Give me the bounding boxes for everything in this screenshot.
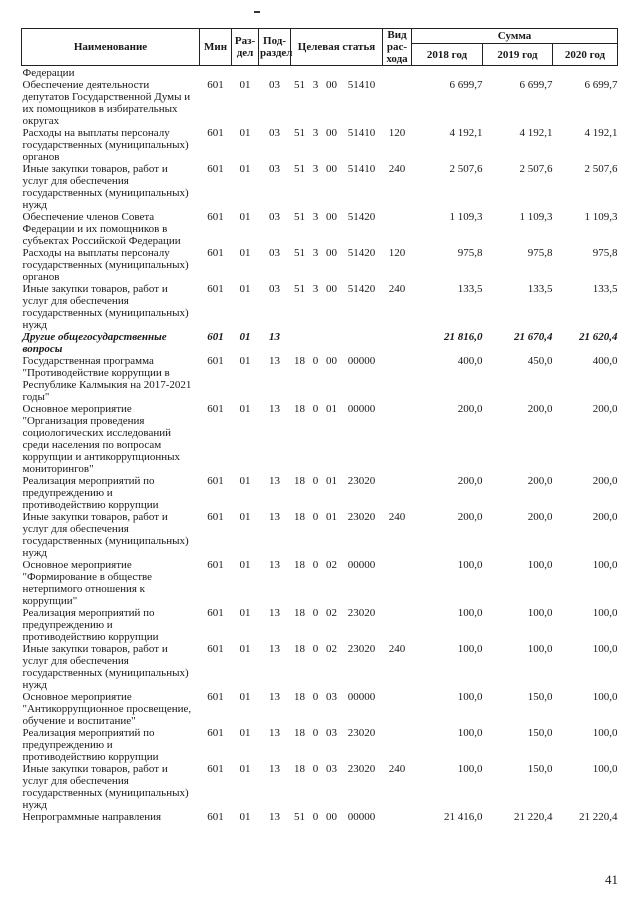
row-podrazdel: 13 <box>269 511 280 523</box>
row-name: Расходы на выплаты персоналу государственных (муниципальных) органов <box>22 247 189 283</box>
row-amount-2020: 200,0 <box>592 475 618 487</box>
row-target-subprogram: 3 <box>312 163 319 175</box>
row-amount-2018: 21 416,0 <box>444 811 483 823</box>
row-vid <box>383 559 412 607</box>
row-amount-2018: 200,0 <box>457 511 483 523</box>
row-amount-2018: 4 192,1 <box>449 127 483 139</box>
row-target-direction: 00000 <box>347 355 376 367</box>
row-target-event <box>323 66 341 80</box>
row-target-subprogram: 0 <box>312 727 319 739</box>
row-target-subprogram: 0 <box>312 607 319 619</box>
row-razdel: 01 <box>239 727 251 739</box>
table-row <box>22 211 618 247</box>
row-target-program <box>291 331 309 355</box>
row-podrazdel: 13 <box>269 643 280 655</box>
row-target-direction: 23020 <box>347 475 376 487</box>
row-target-program: 18 <box>294 691 305 703</box>
row-amount-2018: 100,0 <box>457 643 483 655</box>
budget-table <box>21 28 618 823</box>
row-amount-2020: 21 620,4 <box>579 331 618 343</box>
header-summa: Сумма <box>412 29 618 44</box>
row-name: Федерации <box>22 67 75 79</box>
row-razdel: 01 <box>239 247 251 259</box>
table-row <box>22 643 618 691</box>
row-podrazdel: 03 <box>269 247 280 259</box>
row-target-direction: 00000 <box>347 811 376 823</box>
row-amount-2019: 4 192,1 <box>519 127 553 139</box>
header-year-2020: 2020 год <box>553 44 618 66</box>
row-target-direction: 00000 <box>347 691 376 703</box>
row-podrazdel: 13 <box>269 727 280 739</box>
table-row <box>22 691 618 727</box>
row-vid <box>383 727 412 763</box>
row-podrazdel: 13 <box>269 355 280 367</box>
row-amount-2018: 200,0 <box>457 403 483 415</box>
row-razdel: 01 <box>239 691 251 703</box>
row-target-event: 01 <box>326 403 337 415</box>
row-podrazdel: 13 <box>269 403 280 415</box>
row-target-subprogram: 0 <box>312 559 319 571</box>
table-row <box>22 247 618 283</box>
row-target-subprogram: 3 <box>312 283 319 295</box>
row-podrazdel: 13 <box>269 475 280 487</box>
row-target-direction: 51410 <box>347 127 376 139</box>
table-row <box>22 355 618 403</box>
table-row <box>22 511 618 559</box>
row-target-direction: 51420 <box>347 283 376 295</box>
row-amount-2020: 200,0 <box>592 511 618 523</box>
row-target-program: 51 <box>294 127 305 139</box>
row-target-subprogram: 0 <box>312 403 319 415</box>
row-target-event: 01 <box>326 511 337 523</box>
row-razdel: 01 <box>239 79 251 91</box>
row-amount-2020 <box>553 66 618 80</box>
row-target-program: 51 <box>294 283 305 295</box>
row-amount-2020: 100,0 <box>592 643 618 655</box>
row-name: Другие общегосударственные вопросы <box>22 331 167 355</box>
row-amount-2020: 133,5 <box>592 283 618 295</box>
row-razdel: 01 <box>239 643 251 655</box>
row-name: Иные закупки товаров, работ и услуг для обеспечения государственных (муниципальных) нужд <box>22 283 189 331</box>
row-vid <box>383 811 412 823</box>
row-razdel: 01 <box>239 511 251 523</box>
row-amount-2019: 150,0 <box>527 691 553 703</box>
row-min: 601 <box>207 403 224 415</box>
row-target-program: 18 <box>294 403 305 415</box>
row-razdel: 01 <box>239 211 251 223</box>
row-amount-2018: 133,5 <box>457 283 483 295</box>
row-target-direction: 23020 <box>347 763 376 775</box>
row-razdel: 01 <box>239 811 251 823</box>
header-year-2019: 2019 год <box>483 44 553 66</box>
row-target-event: 02 <box>326 607 337 619</box>
row-razdel: 01 <box>239 127 251 139</box>
row-amount-2018: 100,0 <box>457 727 483 739</box>
header-razdel: Раз-дел <box>232 29 259 66</box>
row-razdel: 01 <box>239 355 251 367</box>
row-podrazdel: 03 <box>269 283 280 295</box>
row-target-direction: 23020 <box>347 727 376 739</box>
row-min: 601 <box>207 79 224 91</box>
row-amount-2019 <box>483 66 553 80</box>
table-body <box>22 66 618 824</box>
row-vid: 120 <box>388 127 406 139</box>
row-vid <box>383 403 412 475</box>
row-min: 601 <box>207 211 224 223</box>
row-target-program: 18 <box>294 727 305 739</box>
row-min: 601 <box>207 127 224 139</box>
row-amount-2019: 200,0 <box>527 475 553 487</box>
row-razdel <box>232 66 259 80</box>
row-amount-2020: 4 192,1 <box>584 127 618 139</box>
row-name: Иные закупки товаров, работ и услуг для обеспечения государственных (муниципальных) нужд <box>22 163 189 211</box>
row-podrazdel: 13 <box>269 763 280 775</box>
row-amount-2019: 150,0 <box>527 763 553 775</box>
row-amount-2019: 200,0 <box>527 403 553 415</box>
row-min: 601 <box>207 511 224 523</box>
row-amount-2019: 100,0 <box>527 607 553 619</box>
row-target-event: 00 <box>326 79 337 91</box>
row-podrazdel <box>259 66 291 80</box>
row-name: Обеспечение членов Совета Федерации и их помощников в субъектах Российской Федерации <box>22 211 181 247</box>
row-name: Реализация мероприятий по предупреждению и противодействию коррупции <box>22 727 159 763</box>
row-amount-2019: 150,0 <box>527 727 553 739</box>
row-name: Расходы на выплаты персоналу государственных (муниципальных) органов <box>22 127 189 163</box>
row-target-subprogram <box>309 66 323 80</box>
row-target-event: 00 <box>326 811 337 823</box>
row-name: Обеспечение деятельности депутатов Государственной Думы и их помощников в избирательных округах <box>22 79 191 127</box>
row-name: Реализация мероприятий по предупреждению и противодействию коррупции <box>22 607 159 643</box>
row-target-event: 00 <box>326 211 337 223</box>
row-min: 601 <box>207 691 224 703</box>
row-amount-2020: 21 220,4 <box>579 811 618 823</box>
row-podrazdel: 13 <box>269 559 280 571</box>
row-target-direction: 00000 <box>347 403 376 415</box>
row-amount-2020: 1 109,3 <box>584 211 618 223</box>
row-vid: 240 <box>388 643 406 655</box>
row-target-event <box>323 331 341 355</box>
row-target-event: 01 <box>326 475 337 487</box>
row-target-program: 18 <box>294 355 305 367</box>
header-year-2018: 2018 год <box>412 44 483 66</box>
row-min: 601 <box>207 163 224 175</box>
row-target-program: 51 <box>294 811 305 823</box>
row-target-event: 02 <box>326 559 337 571</box>
row-min: 601 <box>207 355 224 367</box>
row-target-subprogram: 0 <box>312 763 319 775</box>
row-podrazdel: 03 <box>269 163 280 175</box>
header-podrazdel: Под-раздел <box>259 29 291 66</box>
row-target-subprogram: 3 <box>312 127 319 139</box>
row-min: 601 <box>207 247 224 259</box>
row-amount-2018: 1 109,3 <box>449 211 483 223</box>
row-amount-2020: 100,0 <box>592 691 618 703</box>
row-target-subprogram: 0 <box>312 691 319 703</box>
header-min: Мин <box>200 29 232 66</box>
table-header <box>22 29 618 66</box>
row-amount-2018: 2 507,6 <box>449 163 483 175</box>
row-podrazdel: 03 <box>269 79 280 91</box>
row-amount-2019: 100,0 <box>527 643 553 655</box>
row-vid <box>383 355 412 403</box>
row-vid: 240 <box>388 163 406 175</box>
row-vid <box>383 79 412 127</box>
row-vid: 240 <box>388 283 406 295</box>
row-target-event: 03 <box>326 763 337 775</box>
row-amount-2018: 21 816,0 <box>444 331 483 343</box>
row-target-subprogram: 0 <box>312 811 319 823</box>
row-amount-2019: 450,0 <box>527 355 553 367</box>
row-min: 601 <box>207 283 224 295</box>
table-row <box>22 403 618 475</box>
row-podrazdel: 13 <box>269 691 280 703</box>
row-amount-2020: 6 699,7 <box>584 79 618 91</box>
row-amount-2020: 400,0 <box>592 355 618 367</box>
row-target-program: 18 <box>294 475 305 487</box>
row-amount-2018 <box>412 66 483 80</box>
row-target-direction: 23020 <box>347 643 376 655</box>
row-vid: 120 <box>388 247 406 259</box>
row-target-event: 00 <box>326 163 337 175</box>
row-target-subprogram <box>309 331 323 355</box>
row-target-event: 00 <box>326 127 337 139</box>
row-min: 601 <box>207 475 224 487</box>
row-target-direction: 23020 <box>347 511 376 523</box>
row-target-event: 02 <box>326 643 337 655</box>
row-target-program: 51 <box>294 247 305 259</box>
row-amount-2019: 100,0 <box>527 559 553 571</box>
row-target-subprogram: 0 <box>312 643 319 655</box>
row-amount-2019: 21 220,4 <box>514 811 553 823</box>
row-name: Основное мероприятие "Антикоррупционное просвещение, обучение и воспитание" <box>22 691 192 727</box>
header-vid: Вид рас-хода <box>383 29 412 66</box>
row-amount-2020: 100,0 <box>592 607 618 619</box>
row-amount-2020: 100,0 <box>592 763 618 775</box>
row-amount-2019: 975,8 <box>527 247 553 259</box>
row-min: 601 <box>207 331 224 343</box>
row-target-subprogram: 0 <box>312 511 319 523</box>
row-amount-2019: 6 699,7 <box>519 79 553 91</box>
row-vid <box>383 607 412 643</box>
row-target-program: 51 <box>294 79 305 91</box>
row-podrazdel: 03 <box>269 127 280 139</box>
table-row <box>22 331 618 355</box>
row-name: Непрограммные направления <box>22 811 162 823</box>
row-target-event: 03 <box>326 727 337 739</box>
row-min <box>200 66 232 80</box>
row-min: 601 <box>207 763 224 775</box>
row-target-event: 00 <box>326 247 337 259</box>
row-target-subprogram: 0 <box>312 355 319 367</box>
table-row <box>22 475 618 511</box>
row-razdel: 01 <box>239 763 251 775</box>
table-row <box>22 607 618 643</box>
row-razdel: 01 <box>239 283 251 295</box>
row-target-subprogram: 0 <box>312 475 319 487</box>
row-amount-2018: 100,0 <box>457 607 483 619</box>
row-target-direction: 51410 <box>347 79 376 91</box>
row-target-event: 03 <box>326 691 337 703</box>
table-row <box>22 66 618 80</box>
table-row <box>22 763 618 811</box>
row-vid: 240 <box>388 511 406 523</box>
row-min: 601 <box>207 607 224 619</box>
row-amount-2019: 21 670,4 <box>514 331 553 343</box>
row-target-direction: 51420 <box>347 247 376 259</box>
row-name: Иные закупки товаров, работ и услуг для обеспечения государственных (муниципальных) нужд <box>22 643 189 691</box>
header-name: Наименование <box>22 29 200 66</box>
row-amount-2019: 200,0 <box>527 511 553 523</box>
row-amount-2018: 975,8 <box>457 247 483 259</box>
row-razdel: 01 <box>239 607 251 619</box>
row-target-program: 18 <box>294 559 305 571</box>
row-amount-2020: 975,8 <box>592 247 618 259</box>
table-row <box>22 283 618 331</box>
table-row <box>22 127 618 163</box>
table-row <box>22 163 618 211</box>
row-amount-2020: 200,0 <box>592 403 618 415</box>
row-razdel: 01 <box>239 163 251 175</box>
table-row <box>22 79 618 127</box>
row-name: Основное мероприятие "Организация проведения социологических исследований среди населения по вопросам коррупции и антикоррупционных мониторингов" <box>22 403 181 475</box>
row-min: 601 <box>207 643 224 655</box>
row-name: Иные закупки товаров, работ и услуг для обеспечения государственных (муниципальных) нужд <box>22 763 189 811</box>
table-row <box>22 811 618 823</box>
row-name: Реализация мероприятий по предупреждению и противодействию коррупции <box>22 475 159 511</box>
row-name: Иные закупки товаров, работ и услуг для обеспечения государственных (муниципальных) нужд <box>22 511 189 559</box>
table-row <box>22 727 618 763</box>
row-podrazdel: 13 <box>269 331 280 343</box>
row-amount-2018: 400,0 <box>457 355 483 367</box>
row-podrazdel: 03 <box>269 211 280 223</box>
row-target-event: 00 <box>326 283 337 295</box>
row-amount-2020: 2 507,6 <box>584 163 618 175</box>
row-target-direction: 51410 <box>347 163 376 175</box>
row-target-event: 00 <box>326 355 337 367</box>
row-amount-2020: 100,0 <box>592 559 618 571</box>
row-target-subprogram: 3 <box>312 79 319 91</box>
row-amount-2018: 100,0 <box>457 559 483 571</box>
header-target: Целевая статья <box>291 29 383 66</box>
row-target-direction: 23020 <box>347 607 376 619</box>
row-vid <box>383 211 412 247</box>
row-target-program: 18 <box>294 643 305 655</box>
row-vid <box>383 66 412 80</box>
row-amount-2020: 100,0 <box>592 727 618 739</box>
row-min: 601 <box>207 811 224 823</box>
row-target-program: 18 <box>294 763 305 775</box>
table-row <box>22 559 618 607</box>
row-razdel: 01 <box>239 331 251 343</box>
row-amount-2018: 200,0 <box>457 475 483 487</box>
row-amount-2019: 1 109,3 <box>519 211 553 223</box>
page-number: 41 <box>605 872 618 887</box>
row-name: Основное мероприятие "Формирование в обществе нетерпимого отношения к коррупции" <box>22 559 153 607</box>
row-vid <box>383 331 412 355</box>
row-razdel: 01 <box>239 403 251 415</box>
row-amount-2019: 2 507,6 <box>519 163 553 175</box>
row-min: 601 <box>207 727 224 739</box>
row-target-program <box>291 66 309 80</box>
row-target-subprogram: 3 <box>312 211 319 223</box>
row-podrazdel: 13 <box>269 607 280 619</box>
row-target-subprogram: 3 <box>312 247 319 259</box>
row-razdel: 01 <box>239 475 251 487</box>
row-amount-2018: 6 699,7 <box>449 79 483 91</box>
row-target-direction <box>341 66 383 80</box>
row-min: 601 <box>207 559 224 571</box>
row-target-program: 51 <box>294 211 305 223</box>
row-vid <box>383 475 412 511</box>
row-amount-2018: 100,0 <box>457 763 483 775</box>
row-razdel: 01 <box>239 559 251 571</box>
row-target-direction: 51420 <box>347 211 376 223</box>
row-vid: 240 <box>388 763 406 775</box>
row-target-direction: 00000 <box>347 559 376 571</box>
row-target-program: 18 <box>294 511 305 523</box>
row-vid <box>383 691 412 727</box>
row-target-direction <box>341 331 383 355</box>
row-name: Государственная программа "Противодействие коррупции в Республике Калмыкия на 2017-2021 годы" <box>22 355 192 403</box>
row-amount-2019: 133,5 <box>527 283 553 295</box>
row-target-program: 51 <box>294 163 305 175</box>
row-amount-2018: 100,0 <box>457 691 483 703</box>
row-target-program: 18 <box>294 607 305 619</box>
row-podrazdel: 13 <box>269 811 280 823</box>
scan-mark <box>254 11 260 13</box>
